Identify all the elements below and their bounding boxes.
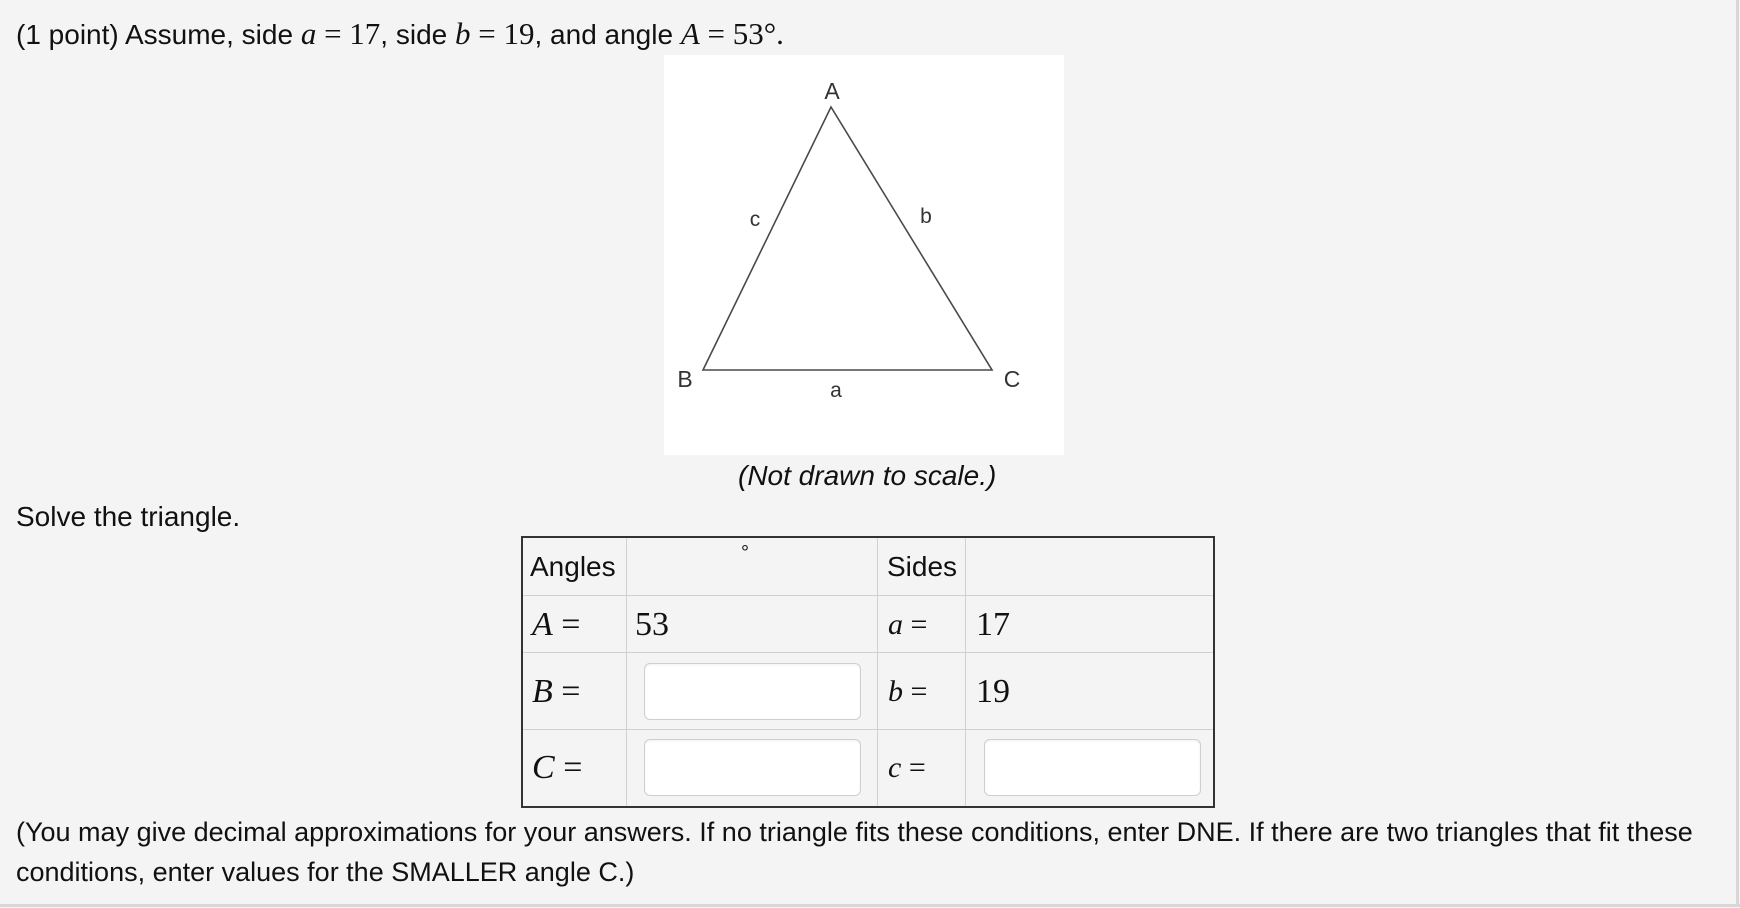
problem-end: . [776, 16, 784, 51]
equals-sign: = [563, 749, 583, 786]
angle-b-value-cell [627, 653, 878, 730]
side-a-label: a [830, 379, 842, 402]
bottom-border [0, 904, 1740, 907]
side-b-label-cell [878, 653, 966, 730]
angles-header: Angles [530, 551, 616, 582]
triangle-diagram [664, 55, 1064, 455]
answer-table [521, 536, 1215, 808]
equals-sign: = [910, 608, 928, 641]
side-a-value: 17 [349, 16, 381, 51]
row-angle-b-var: B [532, 673, 553, 710]
equals-sign: = [561, 673, 581, 710]
row-side-c-var: c [888, 751, 902, 784]
side-a-label-cell [878, 596, 966, 653]
side-a-value-cell [966, 596, 1213, 653]
sides-header: Sides [887, 551, 958, 582]
solve-instruction: Solve the triangle. [16, 501, 241, 532]
side-c-input[interactable] [984, 739, 1201, 796]
problem-statement: (1 point) Assume, side a = 17, side b = 19, and angle A = 53°. [16, 16, 784, 51]
angle-c-input[interactable] [644, 739, 861, 796]
side-a-answer: 17 [976, 606, 1010, 643]
angle-b-input[interactable] [644, 663, 861, 720]
side-b-value-cell [966, 653, 1213, 730]
row-side-a-var: a [888, 608, 903, 641]
angle-a-answer: 53 [635, 606, 669, 643]
problem-prefix: (1 point) Assume, side [16, 19, 301, 50]
angle-a-value: 53° [732, 16, 777, 51]
angle-a-label-cell [523, 596, 627, 653]
side-b-var: b [455, 16, 471, 51]
triangle-svg [664, 55, 1064, 455]
side-b-label: b [920, 205, 932, 228]
row-side-b-var: b [888, 675, 903, 708]
sides-header-cell [878, 538, 966, 596]
triangle-shape [703, 107, 992, 370]
side-a-var: a [300, 16, 317, 51]
equals-sign: = [910, 675, 928, 708]
answer-grid [523, 538, 1213, 806]
problem-mid1: , side [380, 19, 455, 50]
instructions-note: (You may give decimal approximations for your answers. If no triangle fits these conditions, enter DNE. If there are two triangles that fit these conditions, enter values for the SMALLER angle C.) [16, 817, 1693, 887]
degree-header-cell [627, 538, 878, 596]
diagram-caption: (Not drawn to scale.) [738, 460, 997, 491]
vertex-b-label: B [677, 366, 693, 392]
angle-c-value-cell [627, 730, 878, 806]
sides-value-header-cell [966, 538, 1213, 596]
angle-c-label-cell [523, 730, 627, 806]
equals-sign: = [561, 606, 581, 643]
row-angle-a-var: A [532, 606, 553, 643]
side-c-value-cell [966, 730, 1213, 806]
side-b-answer: 19 [976, 673, 1010, 710]
vertex-a-label: A [824, 78, 840, 104]
equals-sign: = [908, 751, 926, 784]
side-c-label-cell [878, 730, 966, 806]
angle-a-var: A [680, 16, 700, 51]
angles-header-cell [523, 538, 627, 596]
right-border [1736, 0, 1739, 906]
vertex-c-label: C [1003, 366, 1021, 392]
row-angle-c-var: C [532, 749, 555, 786]
side-c-label: c [749, 208, 761, 231]
angle-b-label-cell [523, 653, 627, 730]
angle-a-value-cell [627, 596, 878, 653]
problem-mid2: , and angle [534, 19, 681, 50]
degree-symbol: ° [741, 542, 749, 564]
side-b-value: 19 [503, 16, 535, 51]
